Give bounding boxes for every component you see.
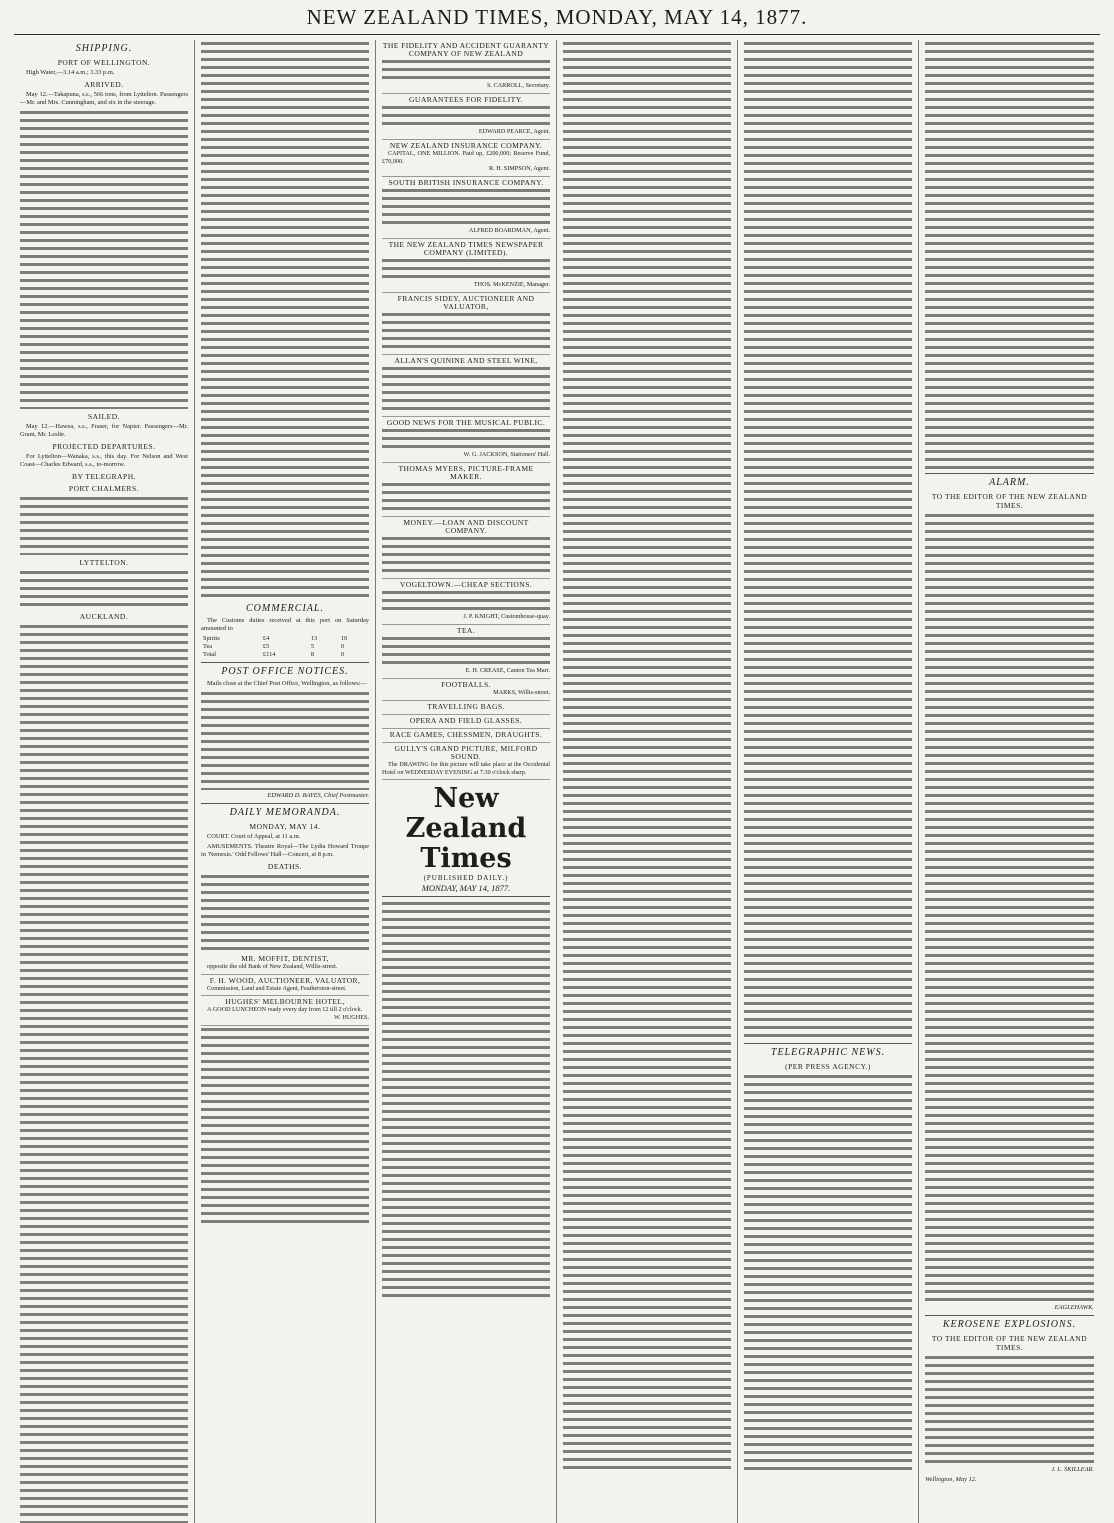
commercial-heading: COMMERCIAL. xyxy=(246,603,324,614)
text-block xyxy=(201,40,369,600)
court-text: COURT. Court of Appeal, at 11 a.m. xyxy=(207,833,301,840)
kerosene-signature: J. L. SKILLEAR. xyxy=(1051,1466,1094,1473)
table-cell: 5 xyxy=(310,643,315,650)
ad-signature: MARKS, Willis-street. xyxy=(493,689,550,697)
telegraphic-heading: TELEGRAPHIC NEWS. xyxy=(770,1047,886,1058)
ad-title: HUGHES' MELBOURNE HOTEL, xyxy=(225,997,345,1007)
ad-body: A GOOD LUNCHEON ready every day from 12 till 2 o'clock. xyxy=(207,1006,363,1014)
table-cell: 10 xyxy=(340,635,348,642)
advertisement xyxy=(382,463,550,517)
ad-body: Commission, Land and Estate Agent, Featherston-street. xyxy=(207,984,347,992)
ad-signature: R. H. SIMPSON, Agent. xyxy=(488,165,550,173)
ad-body: CAPITAL, ONE MILLION. Paid up, £200,000; Reserve Fund, £70,000. xyxy=(382,150,550,165)
text-block xyxy=(20,109,188,409)
memoranda-heading: DAILY MEMORANDA. xyxy=(229,807,341,818)
kerosene-date: Wellington, May 12. xyxy=(925,1476,977,1483)
divider xyxy=(201,662,369,663)
text-block xyxy=(925,40,1094,470)
table-row xyxy=(201,643,369,651)
deaths-heading: DEATHS. xyxy=(267,862,303,871)
alarm-heading: ALARM. xyxy=(989,477,1030,488)
ad-body: opposite the old Bank of New Zealand, Willis-street. xyxy=(207,963,338,970)
table-cell: £4 xyxy=(262,635,270,642)
ad-title: GUARANTEES FOR FIDELITY. xyxy=(409,95,523,104)
table-row xyxy=(201,635,369,643)
text-block xyxy=(382,481,550,513)
advertisement xyxy=(382,293,550,355)
divider xyxy=(382,896,550,897)
table-cell: £5 xyxy=(262,643,270,650)
advertisement xyxy=(382,715,550,729)
advertisement xyxy=(382,239,550,293)
arrived-text: May 12.—Takapuna, s.s., 566 tons, from Lyttelton. Passengers—Mr. and Mrs. Cunningham, and six in the steerage. xyxy=(20,91,188,106)
column-6 xyxy=(919,40,1100,1523)
table-cell: 8 xyxy=(310,651,315,658)
text-block xyxy=(925,512,1094,1302)
text-block xyxy=(382,257,550,281)
table-cell: 13 xyxy=(310,635,318,642)
text-block xyxy=(925,1354,1094,1464)
text-block xyxy=(744,40,912,1040)
advertisement xyxy=(382,417,550,463)
divider xyxy=(925,1315,1094,1316)
ad-title: SOUTH BRITISH INSURANCE COMPANY. xyxy=(388,178,544,188)
ad-title: F. H. WOOD, AUCTIONEER, VALUATOR, xyxy=(209,975,361,985)
ad-signature: E. H. CREASE, Canton Tea Mart. xyxy=(465,667,550,675)
customs-table xyxy=(201,635,369,659)
ad-title: MR. MOFFIT, DENTIST, xyxy=(241,954,329,963)
text-block xyxy=(382,589,550,613)
text-block xyxy=(382,635,550,667)
divider xyxy=(201,803,369,804)
advertisement xyxy=(382,679,550,701)
column-5 xyxy=(738,40,919,1523)
ad-signature: THOS. McKENZIE, Manager. xyxy=(473,281,550,289)
ad-title: NEW ZEALAND INSURANCE COMPANY. xyxy=(389,141,543,150)
ad-title: THOMAS MYERS, PICTURE-FRAME MAKER. xyxy=(398,464,534,482)
ad-signature: J. P. KNIGHT, Customhouse-quay. xyxy=(463,613,550,621)
text-block xyxy=(382,427,550,451)
table-cell: 0 xyxy=(340,643,345,650)
port-heading: PORT OF WELLINGTON. xyxy=(57,58,151,67)
editorial-text xyxy=(382,900,550,1300)
ad-title: RACE GAMES, CHESSMEN, DRAUGHTS. xyxy=(389,730,543,740)
table-cell: £114 xyxy=(262,651,276,658)
columns xyxy=(14,40,1100,1483)
alarm-to-editor: TO THE EDITOR OF THE NEW ZEALAND TIMES. xyxy=(931,492,1088,510)
column-3 xyxy=(376,40,557,1523)
advertisement xyxy=(382,625,550,679)
text-block xyxy=(382,104,550,128)
shipping-heading: SHIPPING. xyxy=(75,43,133,54)
commercial-text: The Customs duties received at this port on Saturday amounted to xyxy=(201,617,369,632)
table-cell: Total xyxy=(203,651,217,658)
ad-title: THE FIDELITY AND ACCIDENT GUARANTY COMPANY OF NEW ZEALAND xyxy=(382,41,550,58)
kerosene-to-editor: TO THE EDITOR OF THE NEW ZEALAND TIMES. xyxy=(931,1334,1088,1352)
ad-title: OPERA AND FIELD GLASSES. xyxy=(409,716,523,726)
post-office-text: Mails close at the Chief Post Office, Wellington, as follows:— xyxy=(207,680,367,687)
advertisement xyxy=(382,701,550,715)
ad-title: TEA. xyxy=(456,626,476,636)
text-block xyxy=(20,495,188,555)
text-block xyxy=(382,58,550,82)
divider xyxy=(925,473,1094,474)
post-office-signature: EDWARD D. BAYES, Chief Postmaster. xyxy=(267,792,369,799)
editorial-text xyxy=(563,40,731,1470)
text-block xyxy=(382,187,550,227)
auckland-heading: AUCKLAND. xyxy=(79,612,129,621)
text-block xyxy=(201,690,369,790)
divider xyxy=(744,1043,912,1044)
advertisement xyxy=(382,177,550,239)
page-masthead: NEW ZEALAND TIMES, MONDAY, MAY 14, 1877. xyxy=(14,0,1100,35)
ad-title: ALLAN'S QUININE AND STEEL WINE, xyxy=(394,356,538,366)
high-water: High Water,—3.14 a.m.; 3.33 p.m. xyxy=(26,69,115,76)
ad-title: GOOD NEWS FOR THE MUSICAL PUBLIC. xyxy=(386,418,546,428)
newspaper-nameplate: New Zealand Times xyxy=(405,783,527,875)
lyttelton-heading: LYTTELTON. xyxy=(79,558,129,567)
ad-title: GULLY'S GRAND PICTURE, MILFORD SOUND. xyxy=(394,744,538,762)
text-block xyxy=(382,535,550,575)
sailed-heading: SAILED. xyxy=(87,412,121,421)
table-row xyxy=(201,651,369,659)
ad-body: The DRAWING for this picture will take place at the Occidental Hotel on WEDNESDAY EVENING at 7.30 o'clock sharp. xyxy=(382,761,550,776)
sailed-text: May 12.—Hawea, s.s., Fraser, for Napier. Passengers—Mr. Grant, Mr. Leslie. xyxy=(20,423,188,438)
telegraph-heading: BY TELEGRAPH. xyxy=(71,472,136,481)
ad-title: FOOTBALLS. xyxy=(441,680,491,690)
ad-title: TRAVELLING BAGS. xyxy=(427,702,505,712)
ad-title: FRANCIS SIDEY, AUCTIONEER AND VALUATOR, xyxy=(397,294,535,312)
column-2 xyxy=(195,40,376,1523)
text-block xyxy=(744,1073,912,1473)
alarm-signature: EAGLEHAWK. xyxy=(1054,1304,1094,1311)
arrived-heading: ARRIVED. xyxy=(84,80,124,89)
projected-text: For Lyttelton—Wanaka, s.s., this day. For Nelson and West Coast—Charles Edward, s.s., to-morrow. xyxy=(20,453,188,468)
text-block xyxy=(201,1026,369,1226)
text-block xyxy=(201,873,369,953)
ad-signature: EDWARD PEARCE, Agent. xyxy=(478,128,550,135)
text-block xyxy=(382,365,550,413)
ad-title: VOGELTOWN.—CHEAP SECTIONS. xyxy=(399,580,533,590)
issue-dateline: MONDAY, MAY 14, 1877. xyxy=(421,883,511,894)
advertisement xyxy=(201,953,369,975)
table-cell: Tea xyxy=(203,643,213,650)
ad-title: THE NEW ZEALAND TIMES NEWSPAPER COMPANY (LIMITED). xyxy=(388,240,544,258)
post-office-heading: POST OFFICE NOTICES. xyxy=(221,666,349,677)
advertisement xyxy=(382,517,550,579)
memoranda-date: MONDAY, MAY 14. xyxy=(249,822,321,831)
advertisement xyxy=(201,975,369,997)
text-block xyxy=(20,623,188,1523)
ad-signature: W. G. JACKSON, Stationers' Hall. xyxy=(463,451,550,459)
ad-signature: ALFRED BOARDMAN, Agent. xyxy=(468,227,550,235)
table-cell: 0 xyxy=(340,651,345,658)
column-1 xyxy=(14,40,195,1523)
telegraphic-subheading: (PER PRESS AGENCY.) xyxy=(785,1062,871,1071)
column-4 xyxy=(557,40,738,1523)
port-chalmers-heading: PORT CHALMERS. xyxy=(68,484,140,493)
nameplate-subtitle: (PUBLISHED DAILY.) xyxy=(423,874,509,883)
advertisement xyxy=(382,729,550,743)
amusements-text: AMUSEMENTS. Theatre Royal—The Lydia Howard Troupe in 'Nemesis.' Odd Fellows' Hall—Concert, at 8 p.m. xyxy=(201,843,369,858)
advertisement xyxy=(382,355,550,417)
table-cell: Spirits xyxy=(203,635,220,642)
text-block xyxy=(382,311,550,351)
text-block xyxy=(20,569,188,609)
advertisement xyxy=(382,94,550,140)
advertisement xyxy=(382,579,550,625)
ad-signature: W. HUGHES. xyxy=(333,1013,369,1021)
kerosene-heading: KEROSENE EXPLOSIONS. xyxy=(942,1319,1077,1330)
advertisement xyxy=(201,996,369,1026)
ad-signature: S. CARROLL, Secretary. xyxy=(486,82,550,89)
advertisement xyxy=(382,140,550,177)
advertisement xyxy=(382,743,550,780)
ad-title: MONEY.—LOAN AND DISCOUNT COMPANY. xyxy=(403,518,529,536)
projected-heading: PROJECTED DEPARTURES. xyxy=(52,442,156,451)
advertisement xyxy=(382,40,550,94)
